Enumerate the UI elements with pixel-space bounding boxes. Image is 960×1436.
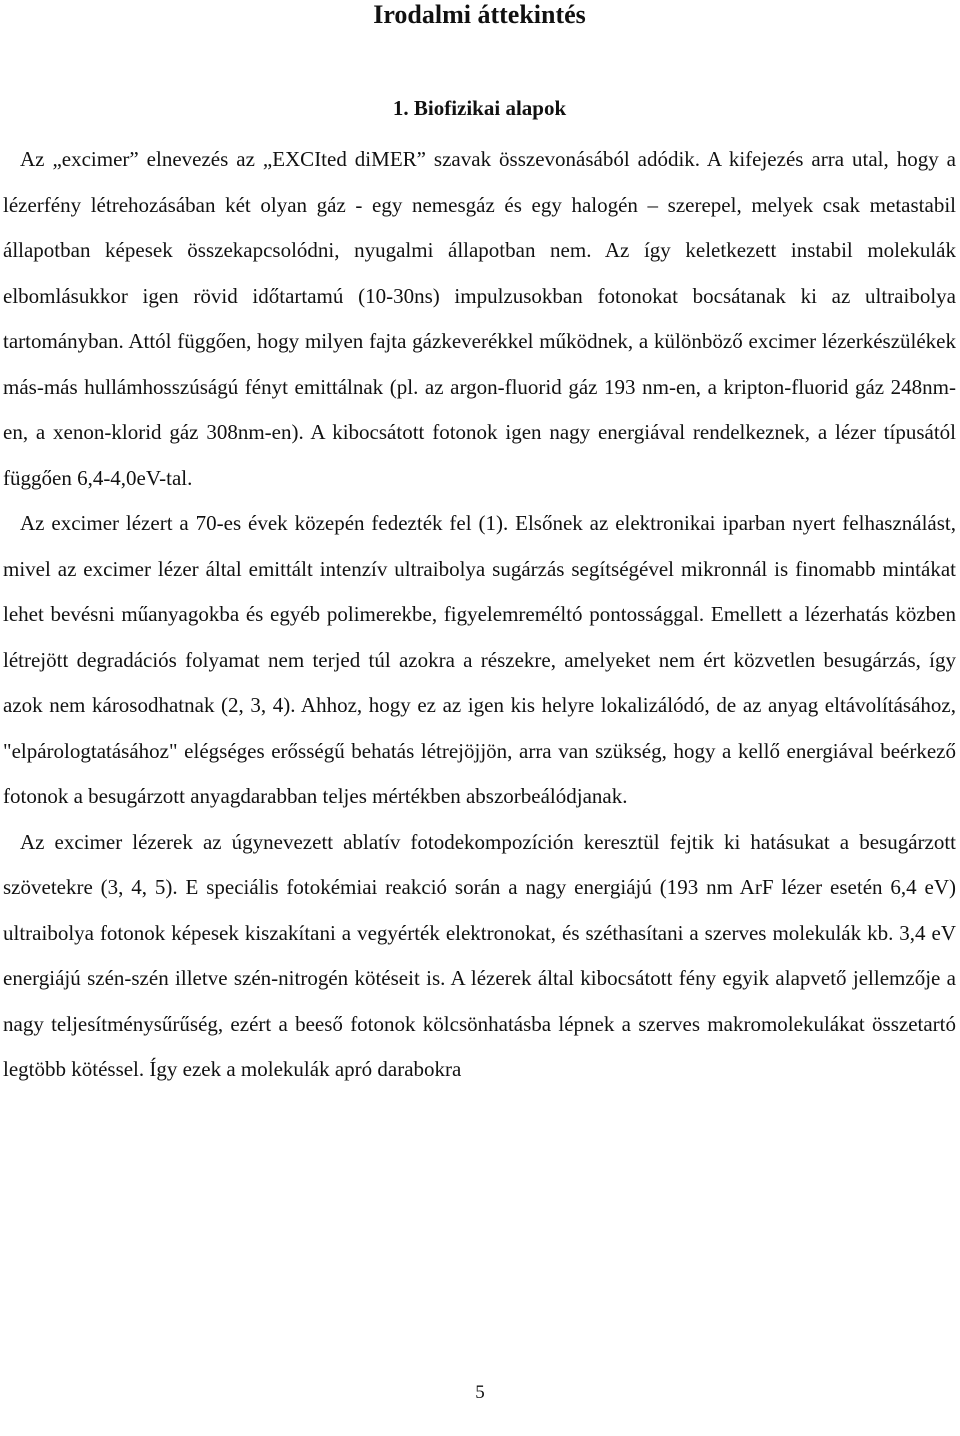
page-number: 5 — [475, 1382, 485, 1403]
page-title: Irodalmi áttekintés — [373, 0, 586, 29]
section-heading: 1. Biofizikai alapok — [392, 96, 567, 120]
paragraph-1: Az „excimer” elnevezés az „EXCIted diMER” szavak összevonásából adódik. A kifejezés arra utal, hogy a lézerfény létrehozásában két olyan gáz - egy nemesgáz és egy halogén – szerepel, melyek csak metastabil állapotban képesek összekapcsolódni, nyugalmi állapotban nem. Az így keletkezett instabil molekulák elbomlásukkor igen rövid időtartamú (10-30ns) impulzusokban fotonokat bocsátanak ki az ultraibolya tartományban. Attól függően, hogy milyen fajta gázkeverékkel működnek, a különböző excimer lézerkészülékek más-más hullámhosszúságú fényt emittálnak (pl. az argon-fluorid gáz 193 nm-en, a kripton-fluorid gáz 248nm-en, a xenon-klorid gáz 308nm-en). A kibocsátott fotonok igen nagy energiával rendelkeznek, a lézer típusától függően 6,4-4,0eV-tal. — [3, 147, 956, 490]
paragraph-3: Az excimer lézerek az úgynevezett ablatív fotodekompozíción keresztül fejtik ki hatásukat a besugárzott szövetekre (3, 4, 5). E speciális fotokémiai reakció során a nagy energiájú (193 nm ArF lézer esetén 6,4 eV) ultraibolya fotonok képesek kiszakítani a vegyérték elektronokat, és széthasítani a szerves molekulák kb. 3,4 eV energiájú szén-szén illetve szén-nitrogén kötéseit is. A lézerek által kibocsátott fény egyik alapvető jellemzője a nagy teljesítménysűrűség, ezért a beeső fotonok kölcsönhatásba lépnek a szerves makromolekulákat összetartó legtöbb kötéssel. Így ezek a molekulák apró darabokra — [3, 829, 956, 1081]
paragraph-2: Az excimer lézert a 70-es évek közepén fedezték fel (1). Elsőnek az elektronikai iparban nyert felhasználást, mivel az excimer lézer által emittált intenzív ultraibolya sugárzás segítségével mikronnál is finomabb mintákat lehet bevésni műanyagokba és egyéb polimerekbe, figyelemreméltó pontossággal. Emellett a lézerhatás közben létrejött degradációs folyamat nem terjed túl azokra a részekre, amelyeket nem ért közvetlen besugárzás, így azok nem károsodhatnak (2, 3, 4). Ahhoz, hogy ez az igen kis helyre lokalizálódó, de az anyag eltávolításához, "elpárologtatásához" elégséges erősségű behatás létrejöjjön, arra van szükség, hogy a kellő energiával beérkező fotonok a besugárzott anyagdarabban teljes mértékben abszorbeálódjanak. — [3, 511, 956, 808]
